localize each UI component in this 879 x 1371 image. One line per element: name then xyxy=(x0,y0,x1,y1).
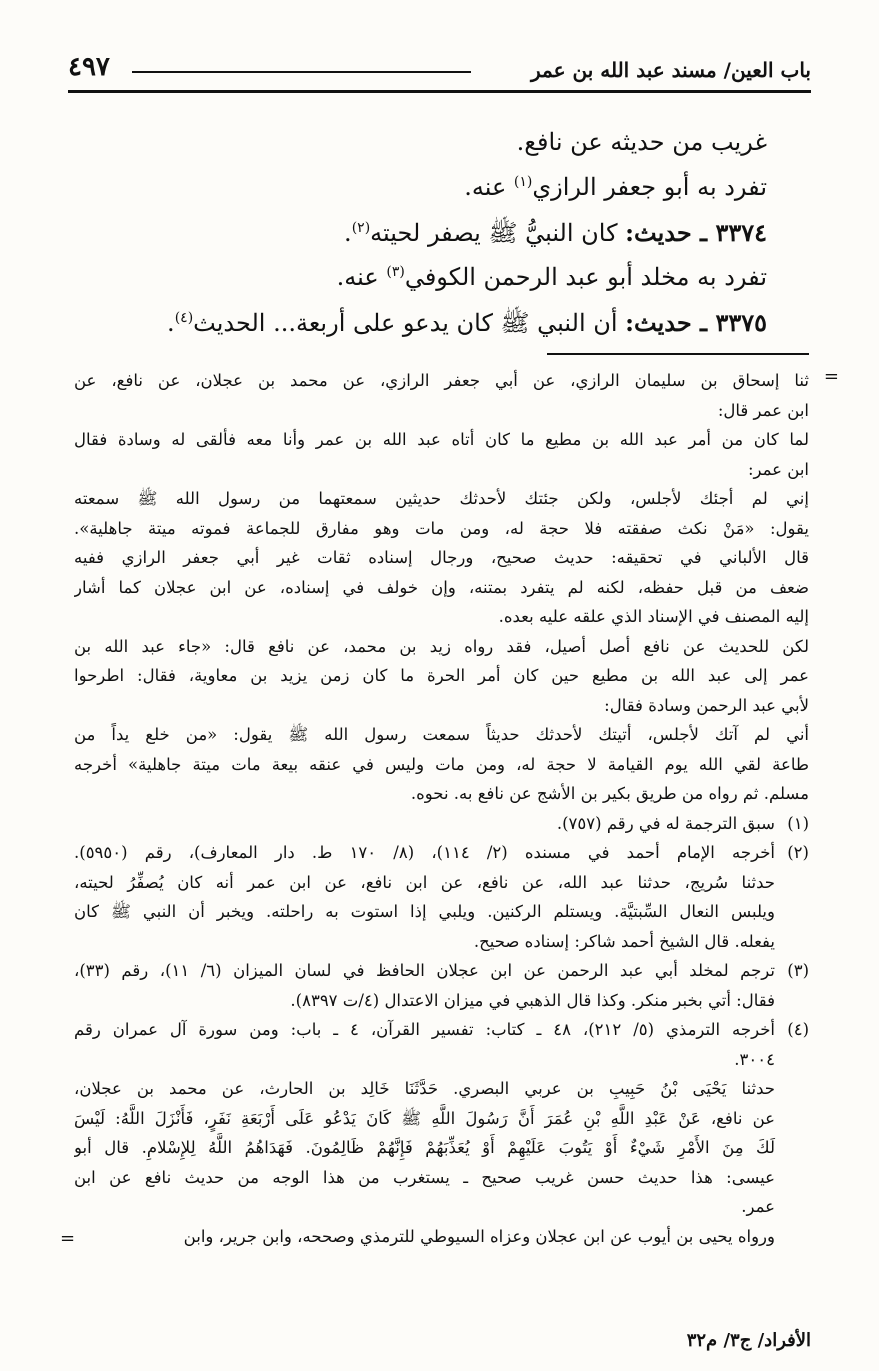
footnote-ref: (٣) xyxy=(386,264,405,280)
footnote-text: عمر. xyxy=(741,1197,775,1216)
footnote-text: ويلبس النعال السِّبتيَّة. ويستلم الركنين. ويلبي إذا استوت به راحلته. ويخبر أن النبي ﷺ كان xyxy=(74,902,775,921)
footnote-line xyxy=(74,366,809,396)
footnotes xyxy=(60,366,839,1251)
running-title: باب العين/ مسند عبد الله بن عمر xyxy=(531,58,811,82)
footnote-line xyxy=(74,779,809,809)
footnote-line xyxy=(74,1133,809,1163)
footnote xyxy=(74,956,809,1015)
footnote-line xyxy=(74,1104,809,1134)
main-line-text: أن النبي ﷺ كان يدعو على أربعة... الحديث xyxy=(193,309,626,337)
footnote-number: (٤) xyxy=(787,1020,809,1039)
footnote-line xyxy=(74,750,809,780)
footnote-line xyxy=(74,1045,809,1075)
footnote-text: ورواه يحيى بن أيوب عن ابن عجلان وعزاه السيوطي للترمذي وصححه، وابن جرير، وابن xyxy=(183,1226,775,1246)
hadith-heading: ٣٣٧٥ ـ حديث: xyxy=(625,308,767,337)
footnote-text: ثنا إسحاق بن سليمان الرازي، عن أبي جعفر الرازي، عن محمد بن عجلان، عن نافع، عن xyxy=(74,371,809,390)
footnote-text: يقول: «مَنْ نكث صفقته فلا حجة له، ومن مات وهو مفارق للجماعة فموته ميتة جاهلية». xyxy=(74,518,809,538)
footnote-text: أخرجه الترمذي (٥/ ٢١٢)، ٤٨ ـ كتاب: تفسير القرآن، ٤ ـ باب: ومن سورة آل عمران رقم xyxy=(74,1020,775,1039)
footnote-text: عيسى: هذا حديث حسن غريب صحيح ـ يستغرب من هذا الوجه من حديث نافع عن ابن xyxy=(74,1167,775,1187)
footnote xyxy=(74,809,809,839)
footnote-line xyxy=(74,868,809,898)
footnote-text: يفعله. قال الشيخ أحمد شاكر: إسناده صحيح. xyxy=(473,931,775,951)
footnote-text: ضعف من قبل حفظه، لكنه لم يتفرد بمتنه، وإن خولف في إسناده، عن ابن عجلان كما أشار xyxy=(74,577,809,597)
footnote-text: لما كان من أمر عبد الله بن مطيع ما كان أتاه عبد الله بن عمر وأنا معه فألقى له وسادة فقال xyxy=(74,430,809,449)
main-text xyxy=(120,120,767,345)
footnote-text: لأبي عبد الرحمن وسادة فقال: xyxy=(604,695,809,715)
footnote-text: ابن عمر: xyxy=(747,459,809,479)
footnote-line xyxy=(74,720,809,750)
footnote xyxy=(74,366,839,809)
main-line-text: تفرد به أبو جعفر الرازي xyxy=(532,173,767,201)
footnote-line xyxy=(74,927,809,957)
header-rule xyxy=(68,90,811,93)
footnote-text: عمر إلى عبد الله بن مطيع حين كان أمر الحرة ما كان زمن يزيد بن معاوية، فقال: اطرحوا xyxy=(74,666,809,685)
main-line xyxy=(120,210,767,255)
footnote-text: طاعة لقي الله يوم القيامة لا حجة له، ومن مات وليس في عنقه بيعة مات ميتة جاهلية» أخرجه xyxy=(74,754,809,774)
footnote-line xyxy=(74,986,809,1016)
footnote-line xyxy=(74,1074,809,1104)
continuation-mark: = xyxy=(60,1228,76,1249)
footnote-number: (١) xyxy=(787,813,809,833)
footnote-text: لَكَ مِنَ الأَمْرِ شَيْءٌ أَوْ يَتُوبَ عَلَيْهِمْ أَوْ يُعَذِّبَهُمْ فَإِنَّهُمْ ظَالِمُونَ. فَهَدَاهُمُ اللَّهُ لِلإِسْلامِ. قال أبو xyxy=(74,1138,775,1157)
page-number: ٤٩٧ xyxy=(68,52,110,82)
main-line-tail: . xyxy=(344,219,352,247)
footnote-text: قال الألباني في تحقيقه: حديث صحيح، ورجال إسناده ثقات غير أبي جعفر الرازي ففيه xyxy=(74,548,809,567)
main-line-tail: عنه. xyxy=(336,263,387,291)
footnote-line xyxy=(74,956,809,986)
main-line-text: غريب من حديثه عن نافع. xyxy=(516,128,767,156)
hadith-heading: ٣٣٧٤ ـ حديث: xyxy=(625,218,767,247)
footnote-line xyxy=(74,1192,809,1222)
footnote-text: مسلم. ثم رواه من طريق بكير بن الأشج عن نافع به. نحوه. xyxy=(410,784,809,803)
main-line-tail: . xyxy=(167,309,175,337)
footnote-line xyxy=(74,455,809,485)
header-leader-line xyxy=(132,71,471,73)
footnote-text: حدثنا سُريج، حدثنا عبد الله، عن نافع، عن ابن نافع، عن ابن عمر أنه كان يُصفِّرُ لحيته، xyxy=(74,872,775,892)
footnote-line xyxy=(74,425,809,455)
footnote-number: (٢) xyxy=(787,843,809,862)
footnote-text: إني لم أجئك لأجلس، ولكن جئتك لأحدثك حديثين سمعتهما من رسول الله ﷺ سمعته xyxy=(74,489,809,508)
footnote-line xyxy=(74,809,809,839)
footnote-line xyxy=(74,1163,809,1193)
footnote-text: سبق الترجمة له في رقم (٧٥٧). xyxy=(556,813,775,833)
footnote-line xyxy=(74,838,809,868)
footnote-line xyxy=(74,632,809,662)
page-header xyxy=(68,48,811,88)
footnote-text: عن نافع، عَنْ عَبْدِ اللَّهِ بْنِ عُمَرَ أَنَّ رَسُولَ اللَّهِ ﷺ كَانَ يَدْعُو عَلَى أَرْبَعَةِ نَفَرٍ، فَأَنْزَلَ اللَّهُ: لَيْسَ xyxy=(74,1108,775,1128)
footnote-line xyxy=(74,602,809,632)
footnote-text: إليه المصنف في الإسناد الذي علقه عليه بعده. xyxy=(498,607,809,626)
main-line-text: كان النبيُّ ﷺ يصفر لحيته xyxy=(370,219,626,247)
footnote-line xyxy=(74,543,809,573)
footnote-line xyxy=(74,1015,809,1045)
footnote-text: لكن للحديث عن نافع أصل أصيل، فقد رواه زيد بن محمد، عن نافع قال: «جاء عبد الله بن xyxy=(74,636,809,656)
footnote-text: حدثنا يَحْيَى بْنُ حَبِيبِ بن عربي البصري. حَدَّثَنَا خَالِد بن الحارث، عن محمد بن عجلان، xyxy=(74,1079,775,1098)
footnote-line xyxy=(74,484,809,514)
footnote xyxy=(60,1015,809,1251)
footnote-ref: (١) xyxy=(513,174,533,190)
main-line xyxy=(120,300,767,345)
footnote-line xyxy=(74,691,809,721)
main-line-tail: عنه. xyxy=(464,173,514,201)
footnote-ref: (٤) xyxy=(174,310,194,326)
footnote-ref: (٢) xyxy=(351,220,371,236)
footnote-text: ٣٠٠٤. xyxy=(734,1049,775,1069)
footnote-line xyxy=(74,661,809,691)
signature-mark: الأفراد/ ج٣/ م٣٢ xyxy=(686,1330,811,1351)
main-line xyxy=(120,165,767,210)
footnote-text: ترجم لمخلد أبي عبد الرحمن عن ابن عجلان الحافظ في لسان الميزان (٦/ ١١)، رقم (٣٣)، xyxy=(74,961,775,980)
footnote-line xyxy=(74,573,809,603)
footnote-text: أني لم آتك لأجلس، أتيتك لأحدثك حديثاً سمعت رسول الله ﷺ يقول: «من خلع يداً من xyxy=(74,725,809,744)
main-line-text: تفرد به مخلد أبو عبد الرحمن الكوفي xyxy=(404,263,767,291)
footnote-separator xyxy=(547,353,809,355)
footnote-line xyxy=(74,396,809,426)
footnote-text: فقال: أتي بخبر منكر. وكذا قال الذهبي في ميزان الاعتدال (٤/ت ٨٣٩٧). xyxy=(290,990,775,1010)
footnote-number: (٣) xyxy=(787,961,809,980)
footnote-line xyxy=(74,897,809,927)
footnote-text: ابن عمر قال: xyxy=(717,400,809,420)
main-line xyxy=(120,120,767,165)
footnote-line xyxy=(74,1222,809,1252)
continuation-mark: = xyxy=(823,366,839,387)
main-line xyxy=(120,255,767,300)
footnote xyxy=(74,838,809,956)
footnote-line xyxy=(74,514,809,544)
footnote-text: أخرجه الإمام أحمد في مسنده (٢/ ١١٤)، (٨/ ١٧٠ ط. دار المعارف)، رقم (٥٩٥٠). xyxy=(74,843,775,862)
